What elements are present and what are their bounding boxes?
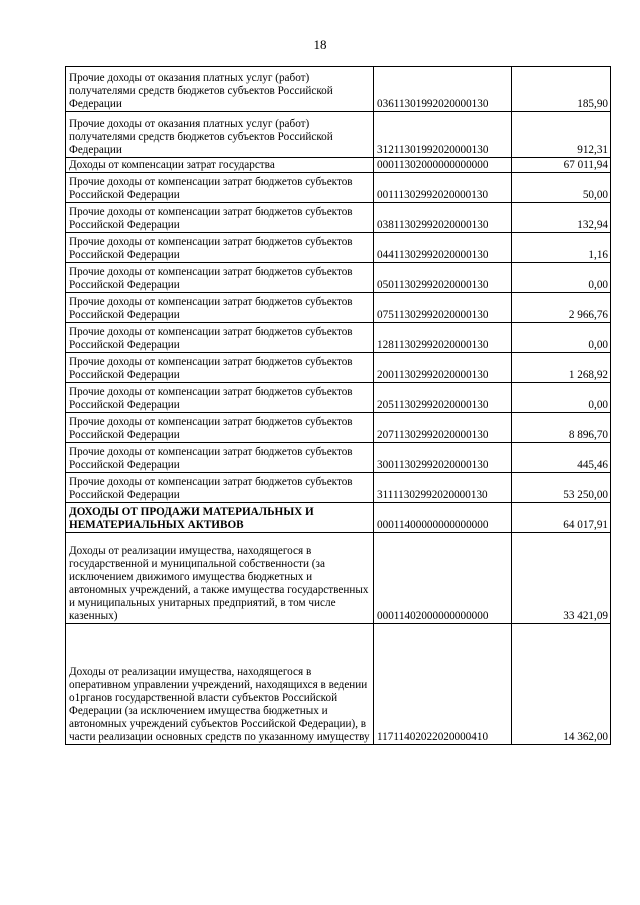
row-amount: 912,31: [512, 112, 611, 158]
table-row: [66, 158, 611, 173]
row-name: Прочие доходы от компенсации затрат бюджетов субъектов Российской Федерации: [66, 263, 374, 293]
row-amount: 1 268,92: [512, 353, 611, 383]
row-amount: 50,00: [512, 173, 611, 203]
row-code: 00111302992020000130: [374, 173, 512, 203]
table-row: [66, 353, 611, 383]
row-name: Прочие доходы от компенсации затрат бюджетов субъектов Российской Федерации: [66, 233, 374, 263]
row-name: Прочие доходы от компенсации затрат бюджетов субъектов Российской Федерации: [66, 353, 374, 383]
row-amount: 33 421,09: [512, 533, 611, 624]
revenue-table: [65, 66, 611, 745]
row-amount: 0,00: [512, 323, 611, 353]
row-name: Прочие доходы от компенсации затрат бюджетов субъектов Российской Федерации: [66, 383, 374, 413]
revenue-table-body: [66, 67, 611, 745]
row-name: Прочие доходы от оказания платных услуг (работ) получателями средств бюджетов субъектов Российской Федерации: [66, 67, 374, 112]
row-code: 30011302992020000130: [374, 443, 512, 473]
row-amount: 0,00: [512, 263, 611, 293]
row-code: 20711302992020000130: [374, 413, 512, 443]
table-row: [66, 413, 611, 443]
row-name: Прочие доходы от компенсации затрат бюджетов субъектов Российской Федерации: [66, 173, 374, 203]
row-name: Прочие доходы от компенсации затрат бюджетов субъектов Российской Федерации: [66, 473, 374, 503]
page-number: 18: [313, 37, 327, 52]
row-code: 00011400000000000000: [374, 503, 512, 533]
table-row: [66, 323, 611, 353]
table-row: [66, 112, 611, 158]
table-row: [66, 533, 611, 624]
row-code: 20011302992020000130: [374, 353, 512, 383]
table-row: [66, 473, 611, 503]
row-name: Доходы от компенсации затрат государства: [66, 158, 374, 173]
row-amount: 1,16: [512, 233, 611, 263]
row-amount: 64 017,91: [512, 503, 611, 533]
row-code: 03811302992020000130: [374, 203, 512, 233]
row-amount: 14 362,00: [512, 624, 611, 745]
row-amount: 132,94: [512, 203, 611, 233]
row-name: Доходы от реализации имущества, находящегося в оперативном управлении учреждений, находящихся в ведении о1рганов государственной власти субъектов Российской Федерации (за исключением имущества бюджетных и автономных учреждений субъектов Российской Федерации), в части реализации основных средств по указанному имуществу: [66, 624, 374, 745]
row-amount: 8 896,70: [512, 413, 611, 443]
row-code: 05011302992020000130: [374, 263, 512, 293]
row-code: 07511302992020000130: [374, 293, 512, 323]
row-code: 04411302992020000130: [374, 233, 512, 263]
table-row: [66, 233, 611, 263]
row-amount: 445,46: [512, 443, 611, 473]
row-name: Прочие доходы от компенсации затрат бюджетов субъектов Российской Федерации: [66, 443, 374, 473]
table-row: [66, 293, 611, 323]
row-amount: 185,90: [512, 67, 611, 112]
row-amount: 53 250,00: [512, 473, 611, 503]
row-name: Прочие доходы от оказания платных услуг (работ) получателями средств бюджетов субъектов Российской Федерации: [66, 112, 374, 158]
table-row: [66, 443, 611, 473]
row-name: Прочие доходы от компенсации затрат бюджетов субъектов Российской Федерации: [66, 413, 374, 443]
row-code: 11711402022020000410: [374, 624, 512, 745]
row-code: 20511302992020000130: [374, 383, 512, 413]
row-code: 00011302000000000000: [374, 158, 512, 173]
table-row: [66, 263, 611, 293]
table-row: [66, 383, 611, 413]
row-name: Прочие доходы от компенсации затрат бюджетов субъектов Российской Федерации: [66, 293, 374, 323]
table-row: [66, 624, 611, 745]
row-code: 03611301992020000130: [374, 67, 512, 112]
row-amount: 67 011,94: [512, 158, 611, 173]
row-code: 12811302992020000130: [374, 323, 512, 353]
row-amount: 0,00: [512, 383, 611, 413]
row-name: Прочие доходы от компенсации затрат бюджетов субъектов Российской Федерации: [66, 203, 374, 233]
row-code: 31211301992020000130: [374, 112, 512, 158]
table-row: [66, 203, 611, 233]
row-name: ДОХОДЫ ОТ ПРОДАЖИ МАТЕРИАЛЬНЫХ И НЕМАТЕРИАЛЬНЫХ АКТИВОВ: [66, 503, 374, 533]
row-name: Прочие доходы от компенсации затрат бюджетов субъектов Российской Федерации: [66, 323, 374, 353]
row-code: 31111302992020000130: [374, 473, 512, 503]
row-name: Доходы от реализации имущества, находящегося в государственной и муниципальной собственности (за исключением движимого имущества бюджетных и автономных учреждений, а также имущества государственных и муниципальных унитарных предприятий, в том числе казенных): [66, 533, 374, 624]
row-amount: 2 966,76: [512, 293, 611, 323]
row-code: 00011402000000000000: [374, 533, 512, 624]
table-row: [66, 173, 611, 203]
table-row: [66, 503, 611, 533]
table-row: [66, 67, 611, 112]
